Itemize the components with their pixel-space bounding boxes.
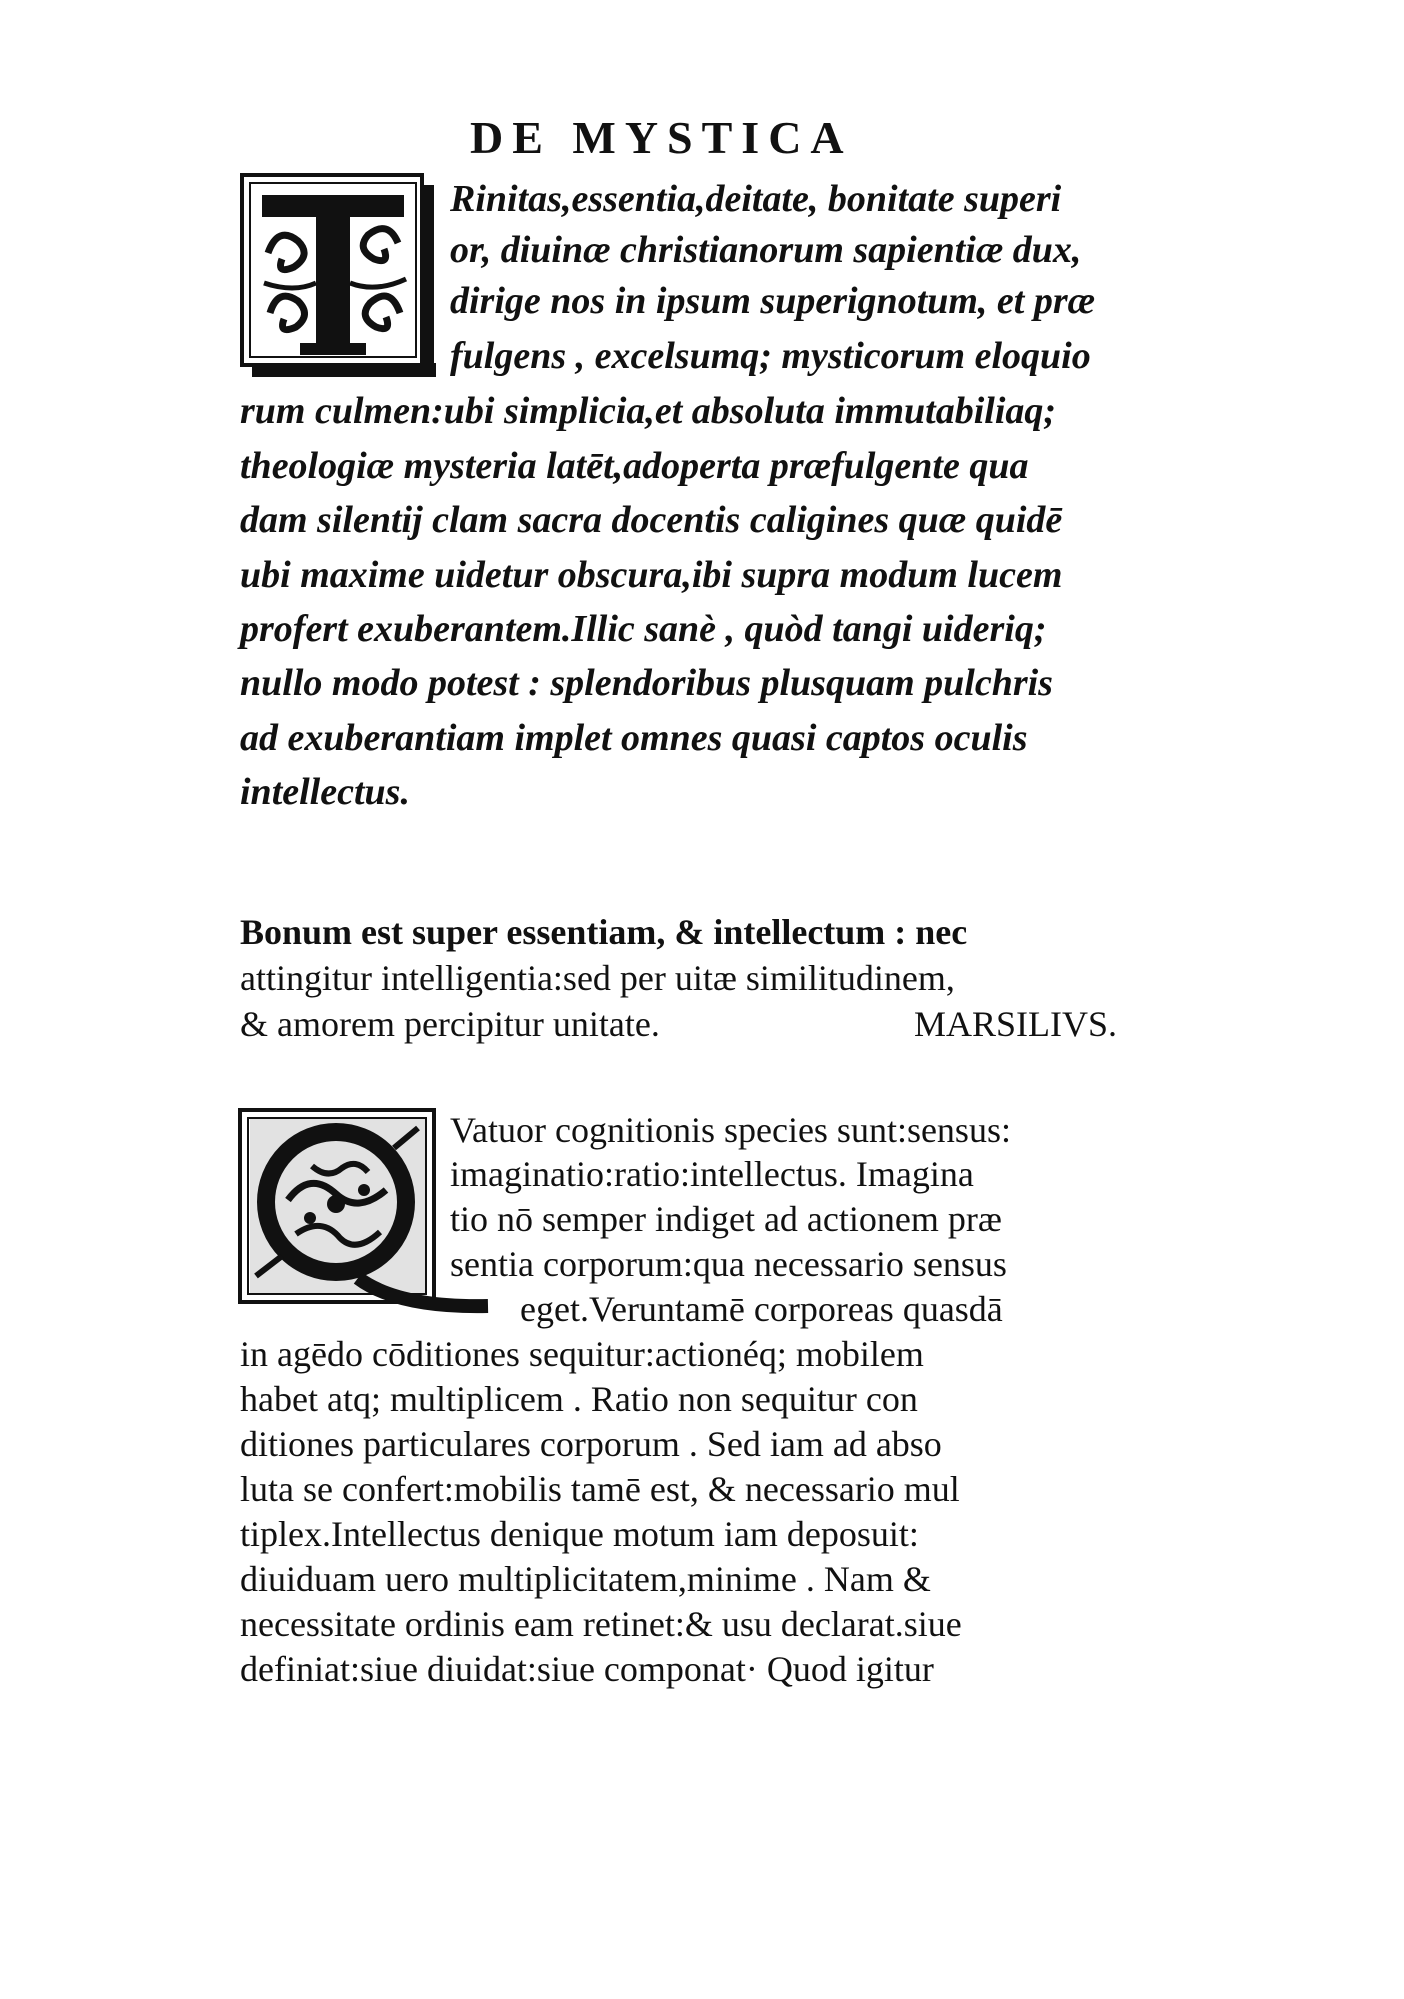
paragraph-1-line: or, diuinæ christianorum sapientiæ dux, (450, 229, 1082, 271)
paragraph-1-line: nullo modo potest : splendoribus plusquam pulchris (240, 662, 1053, 704)
paragraph-2 (240, 0, 1220, 1800)
paragraph-1-line: theologiæ mysteria latēt,adoperta præfulgente qua (240, 445, 1029, 487)
paragraph-2-line: sentia corporum:qua necessario sensus (450, 1244, 1007, 1284)
paragraph-2-line: definiat:siue diuidat:siue componat· Quod igitur (240, 1649, 934, 1689)
paragraph-1-line: ad exuberantiam implet omnes quasi captos oculis (240, 717, 1028, 759)
quotation-line: & amorem percipitur unitate. (240, 1004, 660, 1044)
paragraph-2-line: luta se confert:mobilis tamē est, & necessario mul (240, 1469, 960, 1509)
paragraph-1-line: dirige nos in ipsum superignotum, et præ (450, 280, 1096, 322)
paragraph-2-line: ditiones particulares corporum . Sed iam ad abso (240, 1424, 942, 1464)
paragraph-1-line: dam silentij clam sacra docentis caligines quæ quidē (240, 499, 1063, 541)
quotation-line: attingitur intelligentia:sed per uitæ similitudinem, (240, 958, 955, 998)
paragraph-2-line: diuiduam uero multiplicitatem,minime . Nam & (240, 1559, 931, 1599)
paragraph-2-line: eget.Veruntamē corporeas quasdā (520, 1289, 1003, 1329)
paragraph-1-line: intellectus. (240, 771, 410, 813)
page-title: DE MYSTICA (470, 112, 853, 163)
paragraph-1-line: fulgens , excelsumq; mysticorum eloquio (450, 335, 1091, 377)
paragraph-1-line: profert exuberantem.Illic sanè , quòd tangi uideriq; (240, 608, 1047, 650)
paragraph-2-line: tiplex.Intellectus denique motum iam deposuit: (240, 1514, 919, 1554)
paragraph-2-line: tio nō semper indiget ad actionem præ (450, 1199, 1002, 1239)
paragraph-1-line: ubi maxime uidetur obscura,ibi supra modum lucem (240, 554, 1063, 596)
quotation-line: Bonum est super essentiam, & intellectum : nec (240, 912, 968, 952)
quotation-attribution: MARSILIVS. (914, 1004, 1118, 1044)
paragraph-2-line: Vatuor cognitionis species sunt:sensus: (450, 1110, 1011, 1150)
paragraph-2-line: necessitate ordinis eam retinet:& usu declarat.siue (240, 1604, 962, 1644)
paragraph-1-line: rum culmen:ubi simplicia,et absoluta immutabiliaq; (240, 390, 1057, 432)
paragraph-2-line: in agēdo cōditiones sequitur:actionéq; mobilem (240, 1334, 924, 1374)
paragraph-2-line: habet atq; multiplicem . Ratio non sequitur con (240, 1379, 918, 1419)
paragraph-1-line: Rinitas,essentia,deitate, bonitate superi (450, 178, 1062, 220)
paragraph-2-line: imaginatio:ratio:intellectus. Imagina (450, 1154, 974, 1194)
